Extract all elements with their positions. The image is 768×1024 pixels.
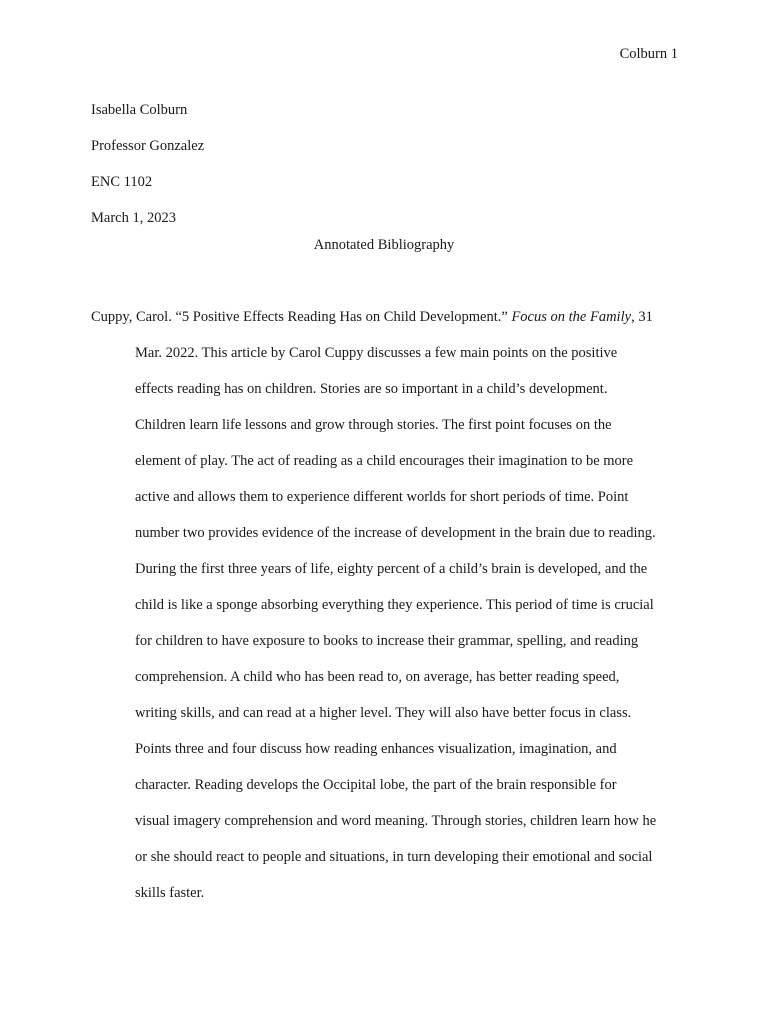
- annotation-line: element of play. The act of reading as a child encourages their imagination to be more: [135, 453, 634, 469]
- annotation-line: Points three and four discuss how reading enhances visualization, imagination, and: [135, 741, 617, 757]
- annotation-line: active and allows them to experience different worlds for short periods of time. Point: [135, 489, 629, 505]
- citation-author: Cuppy, Carol.: [91, 309, 176, 325]
- annotation-line: or she should react to people and situations, in turn developing their emotional and social: [135, 849, 653, 865]
- course-code: ENC 1102: [91, 174, 153, 190]
- annotation-text: This article by Carol Cuppy discusses a few main points on the positive: [198, 345, 618, 361]
- citation-date-start: , 31: [631, 309, 653, 325]
- bibliography-entry: [91, 299, 681, 911]
- annotation-line: child is like a sponge absorbing everything they experience. This period of time is crucial: [135, 597, 654, 613]
- annotation-line: character. Reading develops the Occipital lobe, the part of the brain responsible for: [135, 777, 617, 793]
- annotation-line: comprehension. A child who has been read to, on average, has better reading speed,: [135, 669, 620, 685]
- document-title: Annotated Bibliography: [313, 237, 455, 253]
- annotation-line: visual imagery comprehension and word meaning. Through stories, children learn how he: [135, 813, 657, 829]
- citation-line: [91, 299, 681, 335]
- mla-heading: [91, 92, 681, 236]
- professor-name: Professor Gonzalez: [91, 138, 205, 154]
- running-head: Colburn 1: [619, 46, 678, 62]
- citation-article-title: “5 Positive Effects Reading Has on Child Development.”: [175, 309, 512, 325]
- annotation-line: [91, 335, 681, 371]
- citation-date-end: Mar. 2022.: [135, 345, 199, 361]
- student-name: Isabella Colburn: [91, 102, 188, 118]
- annotation-line: Children learn life lessons and grow through stories. The first point focuses on the: [135, 417, 612, 433]
- annotation-line: for children to have exposure to books to increase their grammar, spelling, and reading: [135, 633, 639, 649]
- annotation-line: effects reading has on children. Stories are so important in a child’s development.: [135, 381, 608, 397]
- annotation-line: writing skills, and can read at a higher level. They will also have better focus in class.: [135, 705, 632, 721]
- annotation-line: skills faster.: [135, 885, 205, 901]
- annotation-line: During the first three years of life, eighty percent of a child’s brain is developed, and the: [135, 561, 648, 577]
- annotation-line: number two provides evidence of the increase of development in the brain due to reading.: [135, 525, 656, 541]
- citation-publication: Focus on the Family: [511, 309, 632, 325]
- document-date: March 1, 2023: [91, 210, 176, 226]
